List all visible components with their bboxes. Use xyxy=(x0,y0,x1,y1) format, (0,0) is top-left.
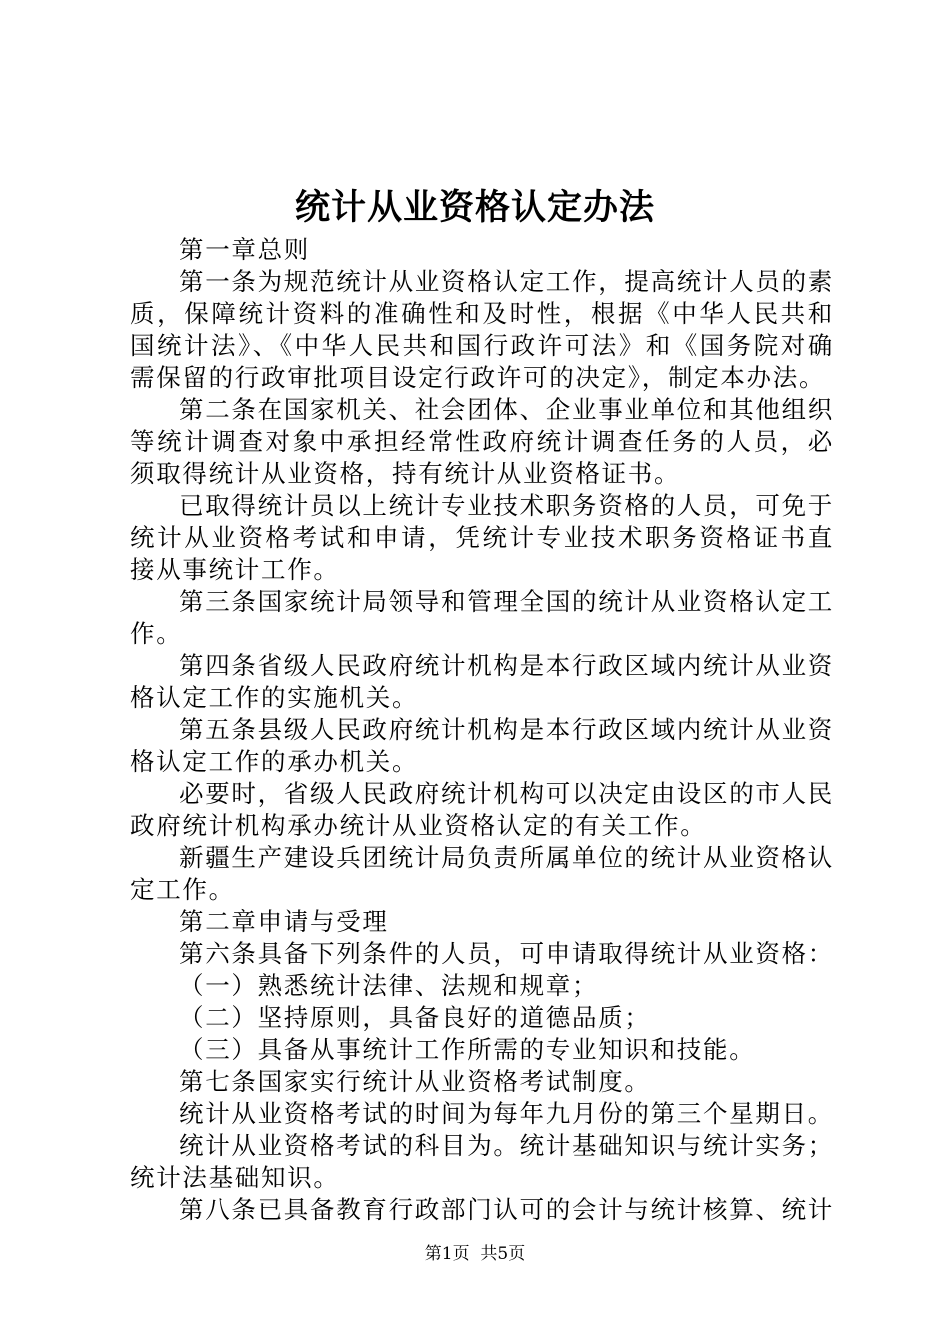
article-paragraph: 第二条在国家机关、社会团体、企业事业单位和其他组织等统计调查对象中承担经常性政府统计调查任务的人员，必须取得统计从业资格，持有统计从业资格证书。 xyxy=(130,395,834,488)
article-paragraph: 第五条县级人民政府统计机构是本行政区域内统计从业资格认定工作的承办机关。 xyxy=(130,715,834,776)
list-item: （一）熟悉统计法律、法规和规章； xyxy=(179,971,599,1000)
article-paragraph: 统计从业资格考试的科目为。统计基础知识与统计实务；统计法基础知识。 xyxy=(130,1131,834,1192)
article-paragraph: 第八条已具备教育行政部门认可的会计与统计核算、统计 xyxy=(179,1195,834,1224)
article-paragraph: 已取得统计员以上统计专业技术职务资格的人员，可免于统计从业资格考试和申请，凭统计专业技术职务资格证书直接从事统计工作。 xyxy=(130,491,834,584)
document-body xyxy=(130,234,834,1226)
article-paragraph: 第四条省级人民政府统计机构是本行政区域内统计从业资格认定工作的实施机关。 xyxy=(130,651,834,712)
article-paragraph: 第七条国家实行统计从业资格考试制度。 xyxy=(179,1067,651,1096)
footer-spacer xyxy=(470,1244,481,1264)
list-item: （三）具备从事统计工作所需的专业知识和技能。 xyxy=(179,1035,756,1064)
article-paragraph: 新疆生产建设兵团统计局负责所属单位的统计从业资格认定工作。 xyxy=(130,843,834,904)
document-title: 统计从业资格认定办法 xyxy=(294,188,655,228)
chapter-heading: 第一章总则 xyxy=(179,235,310,264)
chapter-heading: 第二章申请与受理 xyxy=(179,907,389,936)
article-paragraph: 第三条国家统计局领导和管理全国的统计从业资格认定工作。 xyxy=(130,587,834,648)
page-footer xyxy=(0,1242,950,1266)
article-paragraph: 第一条为规范统计从业资格认定工作，提高统计人员的素质，保障统计资料的准确性和及时性，根据《中华人民共和国统计法》、《中华人民共和国行政许可法》和《国务院对确需保留的行政审批项目设定行政许可的决定》，制定本办法。 xyxy=(130,267,834,392)
article-paragraph: 第六条具备下列条件的人员，可申请取得统计从业资格： xyxy=(179,939,834,968)
article-paragraph: 统计从业资格考试的时间为每年九月份的第三个星期日。 xyxy=(179,1099,834,1128)
page-total: 共5页 xyxy=(480,1244,526,1264)
list-item: （二）坚持原则，具备良好的道德品质； xyxy=(179,1003,651,1032)
page-number: 第1页 xyxy=(424,1244,470,1264)
article-paragraph: 必要时，省级人民政府统计机构可以决定由设区的市人民政府统计机构承办统计从业资格认定的有关工作。 xyxy=(130,779,834,840)
